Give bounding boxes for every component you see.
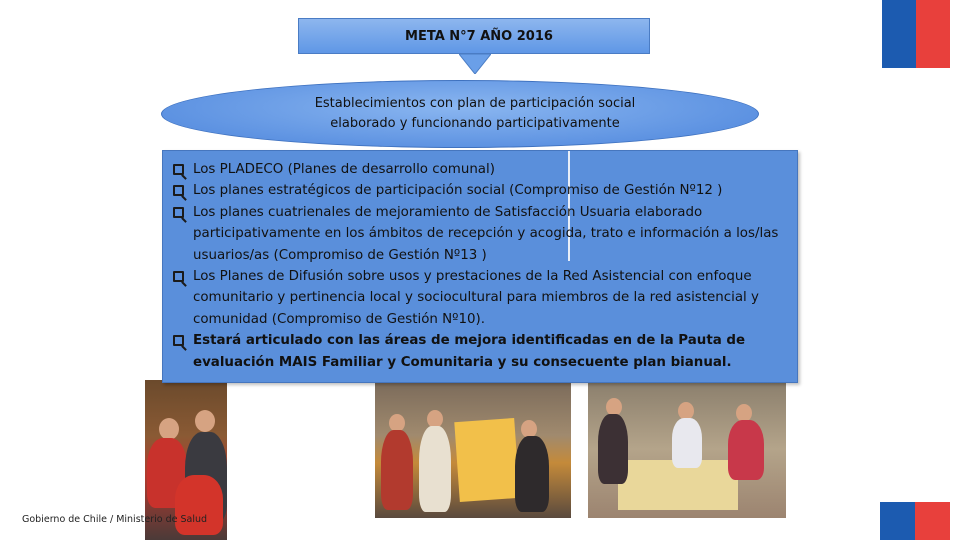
bullet-text: Los planes estratégicos de participación social (Compromiso de Gestión Nº12 ) xyxy=(193,183,723,199)
bullet-item xyxy=(171,159,793,180)
checkbox-bullet-icon xyxy=(173,207,184,218)
bullet-text: Estará articulado con las áreas de mejora identificadas en de la Pauta de evaluación MAIS Familiar y Comunitaria y su consecuente plan bianual. xyxy=(193,333,746,370)
bullet-text: Los planes cuatrienales de mejoramiento de Satisfacción Usuaria elaborado participativamente en los ámbitos de recepción y acogida, trato e información a los/las usuarios/as (Compromiso de Gestión Nº13 ) xyxy=(193,204,779,263)
flag-blue-stripe xyxy=(880,502,915,540)
bullet-item xyxy=(171,266,793,330)
down-arrow-icon xyxy=(459,54,491,74)
meta-title: META N°7 AÑO 2016 xyxy=(405,28,553,44)
flag-red-stripe xyxy=(916,0,950,68)
photo-participants-3 xyxy=(588,380,786,518)
bullet-text: Los Planes de Difusión sobre usos y prestaciones de la Red Asistencial con enfoque comunitario y pertinencia local y sociocultural para miembros de la red asistencial y comunidad (Compromiso de Gestión Nº10). xyxy=(193,269,759,327)
bullet-item xyxy=(171,202,793,266)
bullet-item xyxy=(171,330,793,373)
gov-flag-logo-bottom xyxy=(880,502,950,540)
footer-credit: Gobierno de Chile / Ministerio de Salud xyxy=(22,514,208,525)
bullet-item xyxy=(171,180,793,201)
checkbox-bullet-icon xyxy=(173,185,184,196)
meta-title-box xyxy=(298,18,650,54)
gov-flag-logo xyxy=(882,0,950,68)
checkbox-bullet-icon xyxy=(173,335,184,346)
flag-blue-stripe xyxy=(882,0,916,68)
bullet-panel xyxy=(162,150,798,383)
checkbox-bullet-icon xyxy=(173,271,184,282)
goal-ellipse xyxy=(161,80,759,148)
checkbox-bullet-icon xyxy=(173,164,184,175)
photo-participants-2 xyxy=(375,380,571,518)
flag-red-stripe xyxy=(915,502,950,540)
bullet-text: Los PLADECO (Planes de desarrollo comunal) xyxy=(193,162,495,177)
goal-line-1: Establecimientos con plan de participación social xyxy=(314,96,636,111)
goal-line-2: elaborado y funcionando participativamente xyxy=(330,116,620,131)
bullet-list xyxy=(171,159,793,373)
